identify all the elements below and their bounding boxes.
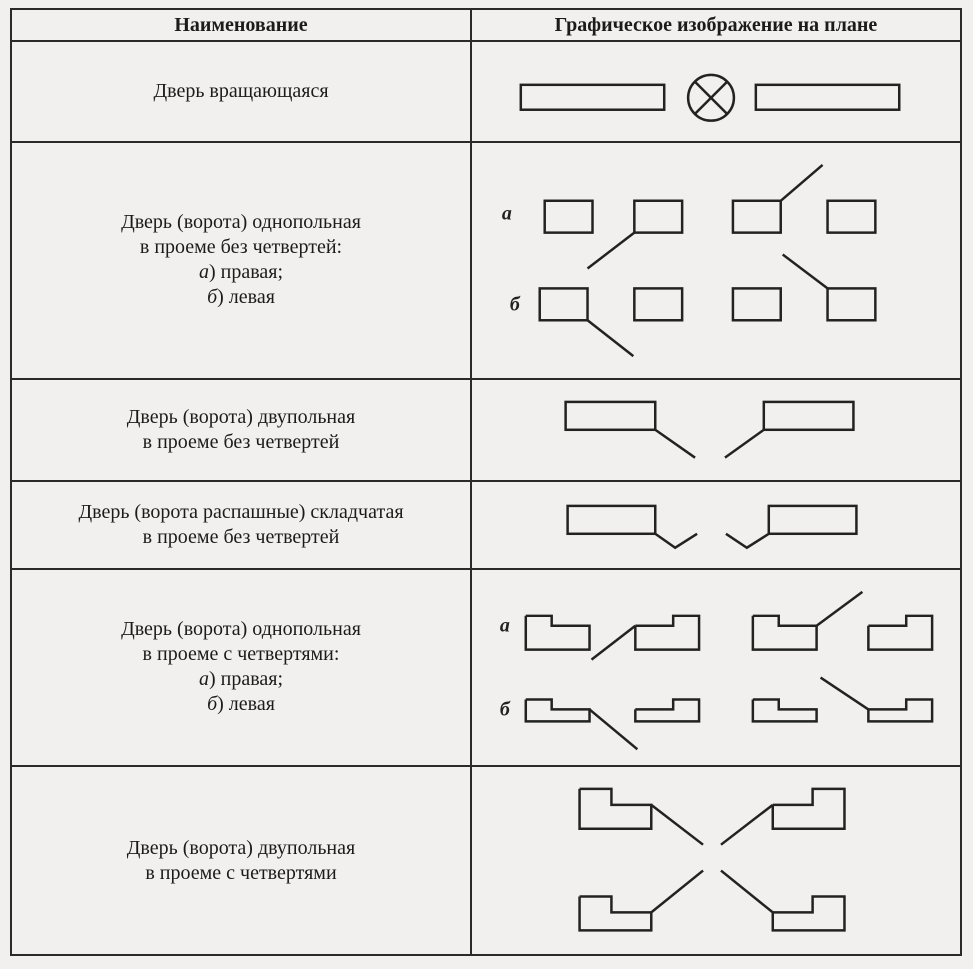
row-variant: [12, 260, 470, 285]
row-name-line: Дверь (ворота) однопольная: [121, 618, 361, 641]
row-name-line: Дверь вращающаяся: [153, 79, 329, 102]
revolving-door-symbol: [472, 42, 960, 141]
row-name-line: в проеме с четвертями:: [142, 643, 340, 666]
wall-segment: [769, 506, 857, 534]
row-name-line: в проеме без четвертей:: [139, 236, 343, 259]
door-leaf: [651, 805, 703, 845]
variant-a-label: а: [499, 614, 510, 637]
row-name-line: в проеме без четвертей: [142, 526, 340, 549]
rebated-wall: [773, 896, 845, 930]
row-variant: [12, 285, 470, 310]
variant-text: ) левая: [217, 693, 275, 716]
row-name: [11, 41, 471, 142]
row-graphic: [471, 569, 961, 766]
variant-label: а: [198, 261, 209, 284]
door-leaf: [817, 592, 863, 626]
variant-text: ) левая: [217, 286, 275, 309]
rebated-wall: [580, 896, 652, 930]
rebated-wall: [580, 789, 652, 829]
variant-label: б: [207, 286, 218, 309]
folding-door-symbol: [472, 482, 960, 568]
door-leaf: [655, 429, 695, 457]
header-name: Наименование: [11, 9, 471, 41]
door-symbols-table: [10, 8, 962, 956]
folding-leaf: [726, 534, 769, 548]
rebated-single-leaf-door-symbol: [472, 570, 960, 765]
door-leaf: [781, 165, 823, 201]
wall-segment: [545, 200, 593, 232]
wall-segment: [764, 402, 854, 430]
row-variant: [12, 667, 470, 692]
wall-segment: [540, 288, 588, 320]
variant-b-label: б: [499, 698, 510, 721]
table-row: [11, 379, 961, 482]
rebated-wall: [753, 616, 817, 650]
door-leaf: [590, 709, 638, 749]
row-name: [11, 379, 471, 482]
door-leaf: [588, 320, 634, 356]
variant-b-label: б: [509, 292, 520, 315]
variant-label: а: [198, 668, 209, 691]
door-leaf: [651, 871, 703, 913]
rebated-wall: [635, 699, 699, 721]
wall-segment: [521, 85, 664, 110]
row-name: [11, 142, 471, 379]
wall-segment: [756, 85, 899, 110]
wall-segment: [828, 288, 876, 320]
row-name: [11, 481, 471, 569]
row-name-line: Дверь (ворота распашные) складчатая: [78, 501, 404, 524]
table-row: [11, 142, 961, 379]
wall-segment: [828, 200, 876, 232]
row-graphic: [471, 41, 961, 142]
wall-segment: [634, 288, 682, 320]
row-graphic: [471, 142, 961, 379]
rebated-wall: [753, 699, 817, 721]
row-graphic: [471, 481, 961, 569]
wall-segment: [733, 288, 781, 320]
table-row: [11, 569, 961, 766]
wall-segment: [566, 402, 656, 430]
row-name-line: в проеме без четвертей: [142, 430, 340, 453]
row-graphic: [471, 766, 961, 955]
single-leaf-door-symbol: [472, 143, 960, 378]
variant-text: ) правая;: [208, 668, 284, 691]
row-name: [11, 569, 471, 766]
door-leaf: [821, 677, 869, 709]
rebated-wall: [868, 616, 932, 650]
table-header-row: [11, 9, 961, 41]
row-name-line: Дверь (ворота) однопольная: [121, 211, 361, 234]
table-row: [11, 481, 961, 569]
wall-segment: [568, 506, 656, 534]
rebated-wall: [526, 699, 590, 721]
double-leaf-door-symbol: [472, 380, 960, 481]
rebated-wall: [868, 699, 932, 721]
row-name-line: Дверь (ворота) двупольная: [126, 836, 356, 859]
row-variant: [12, 692, 470, 717]
row-graphic: [471, 379, 961, 482]
door-leaf: [588, 232, 635, 268]
row-name-line: в проеме с четвертями: [145, 861, 337, 884]
variant-label: б: [207, 693, 218, 716]
door-leaf: [721, 871, 773, 913]
variant-text: ) правая;: [208, 261, 284, 284]
folding-leaf: [655, 534, 697, 548]
rebated-double-leaf-door-symbol: [472, 767, 960, 954]
rebated-wall: [635, 616, 699, 650]
rebated-wall: [773, 789, 845, 829]
table-row: [11, 41, 961, 142]
rebated-wall: [526, 616, 590, 650]
wall-segment: [733, 200, 781, 232]
variant-a-label: а: [501, 202, 512, 225]
door-leaf: [725, 429, 764, 457]
door-leaf: [592, 626, 636, 660]
table-row: [11, 766, 961, 955]
wall-segment: [634, 200, 682, 232]
row-name-line: Дверь (ворота) двупольная: [126, 405, 356, 428]
door-leaf: [721, 805, 773, 845]
header-graphic: Графическое изображение на плане: [471, 9, 961, 41]
door-leaf: [783, 254, 828, 288]
row-name: [11, 766, 471, 955]
